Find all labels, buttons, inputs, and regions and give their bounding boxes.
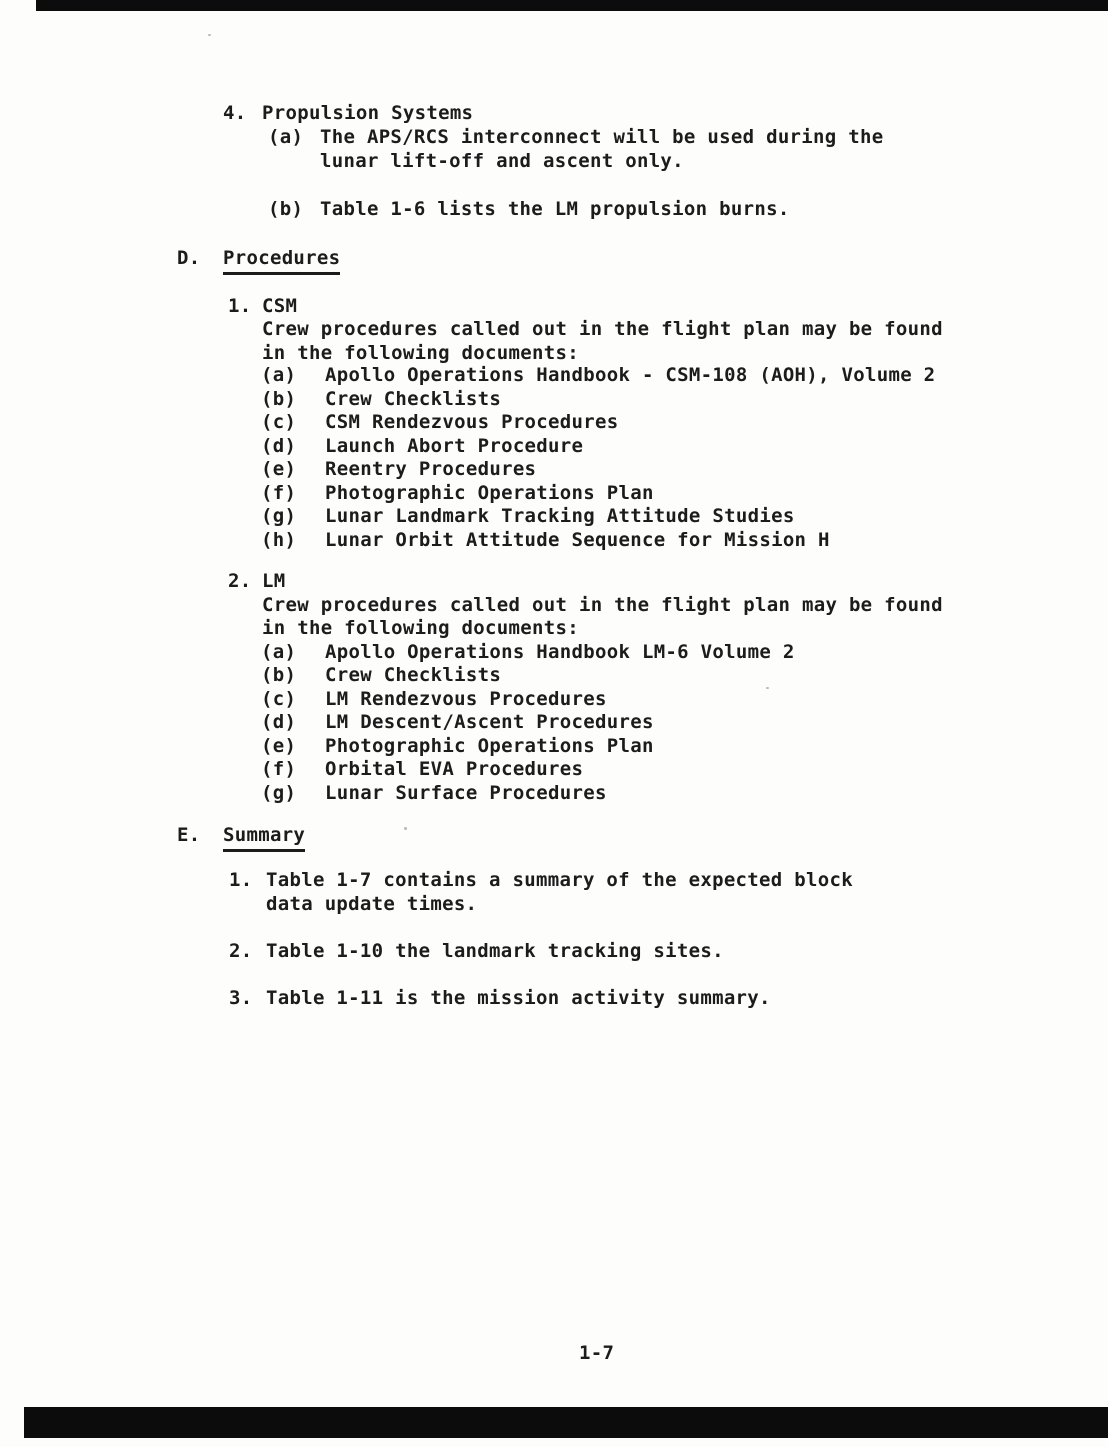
item-text-continuation: data update times. [266, 893, 478, 915]
item-text: LM Rendezvous Procedures [325, 688, 607, 710]
item-text: Lunar Surface Procedures [325, 782, 607, 804]
list-item [268, 197, 790, 221]
item-text: CSM Rendezvous Procedures [325, 411, 619, 433]
intro-line: Crew procedures called out in the flight plan may be found [262, 594, 943, 616]
item-marker: (b) [268, 198, 304, 220]
list-item [229, 986, 771, 1010]
item-marker: (e) [261, 458, 297, 480]
list-item [261, 687, 607, 711]
section-e-heading-line [177, 823, 306, 847]
item-text: Apollo Operations Handbook LM-6 Volume 2 [325, 641, 795, 663]
item-marker: (c) [261, 411, 297, 433]
section-4-heading-line [223, 101, 474, 125]
list-item [261, 434, 584, 458]
list-item [261, 781, 607, 805]
list-item [261, 710, 654, 734]
list-item [229, 868, 853, 892]
item-marker: (g) [261, 782, 297, 804]
item-marker: (b) [261, 664, 297, 686]
list-item [229, 939, 724, 963]
subsection-number: 2. [228, 570, 252, 592]
section-e-letter: E. [177, 824, 201, 846]
item-marker: (f) [261, 482, 297, 504]
section-d-letter: D. [177, 247, 201, 269]
item-marker: (b) [261, 388, 297, 410]
item-text: Table 1-7 contains a summary of the expected block [266, 869, 853, 891]
list-item [261, 528, 830, 552]
section-d-heading: Procedures [223, 246, 340, 275]
subsection-csm-heading [228, 294, 298, 318]
item-marker: (e) [261, 735, 297, 757]
list-item [261, 757, 584, 781]
item-marker: (d) [261, 435, 297, 457]
list-item [261, 410, 619, 434]
scan-speck [766, 687, 769, 689]
list-item [261, 734, 654, 758]
list-item [261, 481, 654, 505]
item-marker: (f) [261, 758, 297, 780]
item-text: Apollo Operations Handbook - CSM-108 (AOH), Volume 2 [325, 364, 936, 386]
subsection-lm-heading [228, 569, 298, 593]
list-item [268, 125, 884, 149]
top-scan-bar [36, 0, 1108, 11]
item-marker: (g) [261, 505, 297, 527]
list-item [261, 663, 502, 687]
item-text: LM Descent/Ascent Procedures [325, 711, 654, 733]
item-marker: (d) [261, 711, 297, 733]
item-text: Table 1-11 is the mission activity summary. [266, 987, 771, 1009]
item-marker: (a) [261, 641, 297, 663]
section-4-number: 4. [223, 102, 247, 124]
list-item [261, 387, 502, 411]
item-number: 2. [229, 940, 253, 962]
item-text: Launch Abort Procedure [325, 435, 584, 457]
item-text: Crew Checklists [325, 664, 502, 686]
bottom-scan-bar [24, 1407, 1108, 1438]
item-text: Lunar Landmark Tracking Attitude Studies [325, 505, 795, 527]
item-text: Lunar Orbit Attitude Sequence for Mission H [325, 529, 830, 551]
intro-line: in the following documents: [262, 617, 579, 639]
intro-line: in the following documents: [262, 342, 579, 364]
page-number: 1-7 [579, 1342, 615, 1364]
item-text: Reentry Procedures [325, 458, 537, 480]
list-item [261, 363, 936, 387]
section-e-heading: Summary [223, 823, 305, 852]
subsection-title: CSM [262, 295, 298, 317]
item-text: Table 1-10 the landmark tracking sites. [266, 940, 724, 962]
item-number: 3. [229, 987, 253, 1009]
item-number: 1. [229, 869, 253, 891]
item-text: Table 1-6 lists the LM propulsion burns. [320, 198, 790, 220]
subsection-title: LM [262, 570, 286, 592]
section-4-title: Propulsion Systems [262, 102, 474, 124]
intro-line: Crew procedures called out in the flight plan may be found [262, 318, 943, 340]
scan-speck [404, 827, 407, 830]
list-item [261, 640, 795, 664]
item-text: Photographic Operations Plan [325, 735, 654, 757]
item-text-continuation: lunar lift-off and ascent only. [320, 150, 684, 172]
item-text: The APS/RCS interconnect will be used during the [320, 126, 884, 148]
section-d-heading-line [177, 246, 341, 270]
subsection-number: 1. [228, 295, 252, 317]
item-marker: (h) [261, 529, 297, 551]
item-text: Crew Checklists [325, 388, 502, 410]
item-text: Orbital EVA Procedures [325, 758, 584, 780]
list-item [261, 457, 537, 481]
item-marker: (a) [261, 364, 297, 386]
scan-speck [208, 34, 211, 36]
list-item [261, 504, 795, 528]
item-marker: (c) [261, 688, 297, 710]
item-text: Photographic Operations Plan [325, 482, 654, 504]
item-marker: (a) [268, 126, 304, 148]
